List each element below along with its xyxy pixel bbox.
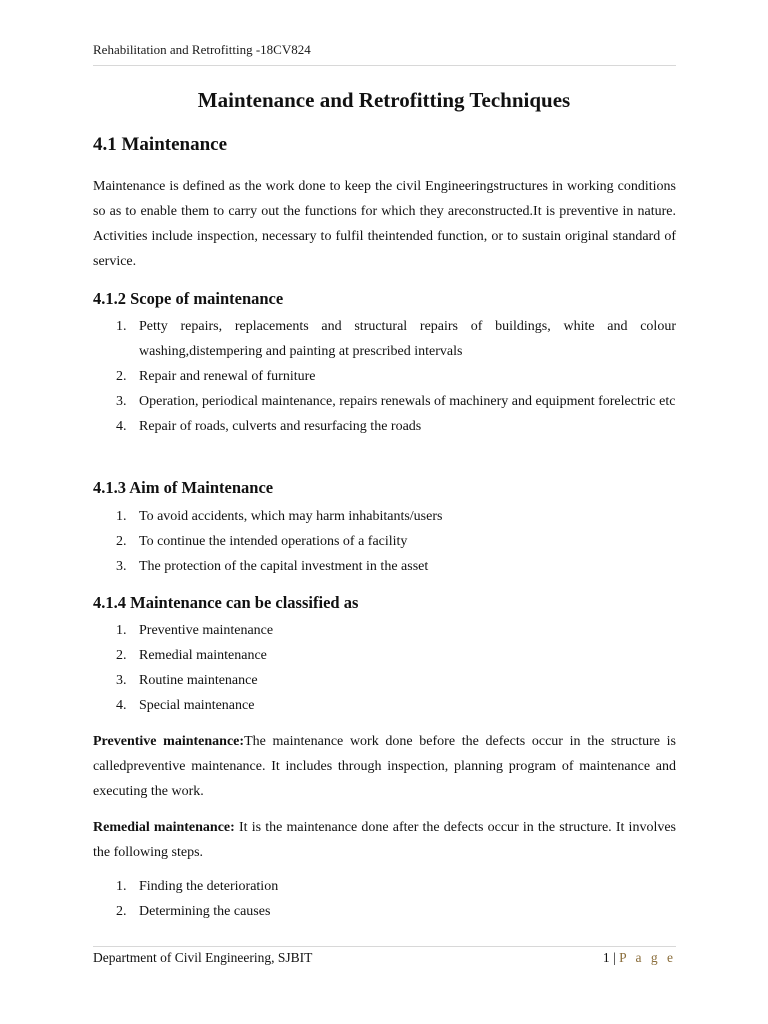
list-item xyxy=(93,899,676,924)
footer-page-label xyxy=(603,950,676,966)
list-item-text: Repair of roads, culverts and resurfacing the roads xyxy=(139,419,422,434)
list-item xyxy=(93,529,676,554)
list-item-text: To continue the intended operations of a facility xyxy=(139,534,408,549)
page-number: 1 | xyxy=(602,950,620,965)
section-4-1-2-heading: 4.1.2 Scope of maintenance xyxy=(93,289,284,308)
list-number: 3. xyxy=(116,394,127,409)
list-item-text: The protection of the capital investment in the asset xyxy=(139,559,429,574)
list-number: 2. xyxy=(116,648,127,663)
remedial-steps-list xyxy=(93,874,676,924)
preventive-maintenance-paragraph xyxy=(93,729,676,804)
list-item xyxy=(93,364,676,389)
page-word: P a g e xyxy=(619,950,676,965)
list-item-text: Special maintenance xyxy=(139,698,255,713)
list-item xyxy=(93,414,676,439)
list-number: 3. xyxy=(116,673,127,688)
list-item-text: Determining the causes xyxy=(139,904,271,919)
remedial-maintenance-paragraph xyxy=(93,815,676,865)
section-4-1-heading: 4.1 Maintenance xyxy=(93,134,228,155)
scope-list xyxy=(93,314,676,439)
section-4-1-3-heading: 4.1.3 Aim of Maintenance xyxy=(93,478,274,497)
list-number: 4. xyxy=(116,698,127,713)
list-item xyxy=(93,504,676,529)
remedial-term: Remedial maintenance: xyxy=(93,820,235,835)
list-number: 2. xyxy=(116,904,127,919)
list-number: 2. xyxy=(116,369,127,384)
list-item xyxy=(93,643,676,668)
list-item xyxy=(93,314,676,364)
list-number: 3. xyxy=(116,559,127,574)
list-number: 1. xyxy=(116,509,127,524)
list-item-text: Finding the deterioration xyxy=(139,879,279,894)
list-item-text: Operation, periodical maintenance, repairs renewals of machinery and equipment forelectric etc xyxy=(139,394,676,409)
remedial-text: It is the maintenance done after the defects occur in the structure. It involves the following steps. xyxy=(93,820,676,860)
list-item xyxy=(93,693,676,718)
classification-list xyxy=(93,618,676,718)
list-number: 1. xyxy=(116,879,127,894)
list-item xyxy=(93,618,676,643)
list-number: 1. xyxy=(116,623,127,638)
list-item-text: Repair and renewal of furniture xyxy=(139,369,316,384)
list-item xyxy=(93,874,676,899)
list-item-text: Remedial maintenance xyxy=(139,648,267,663)
list-item xyxy=(93,554,676,579)
preventive-text: The maintenance work done before the defects occur in the structure is calledpreventive maintenance. It includes through inspection, planning program of maintenance and executing the work. xyxy=(93,734,676,799)
list-number: 2. xyxy=(116,534,127,549)
list-item xyxy=(93,389,676,414)
running-header: Rehabilitation and Retrofitting -18CV824 xyxy=(93,42,676,66)
document-title: Maintenance and Retrofitting Techniques xyxy=(197,88,571,112)
list-item-text: Petty repairs, replacements and structural repairs of buildings, white and colour washing,distempering and painting at prescribed intervals xyxy=(139,319,676,359)
list-number: 1. xyxy=(116,319,127,334)
list-item xyxy=(93,668,676,693)
section-4-1-4-heading: 4.1.4 Maintenance can be classified as xyxy=(93,593,359,612)
aim-list xyxy=(93,504,676,579)
list-number: 4. xyxy=(116,419,127,434)
maintenance-definition-paragraph: Maintenance is defined as the work done to keep the civil Engineeringstructures in working conditions so as to enable them to carry out the functions for which they areconstructed.It is preventive in nature. Activities include inspection, necessary to fulfil theintended function, or to sustain original standard of service. xyxy=(93,179,676,269)
preventive-term: Preventive maintenance: xyxy=(93,734,245,749)
list-item-text: Routine maintenance xyxy=(139,673,258,688)
page-footer xyxy=(93,946,676,966)
list-item-text: To avoid accidents, which may harm inhabitants/users xyxy=(139,509,443,524)
footer-department: Department of Civil Engineering, SJBIT xyxy=(93,950,313,965)
list-item-text: Preventive maintenance xyxy=(139,623,274,638)
